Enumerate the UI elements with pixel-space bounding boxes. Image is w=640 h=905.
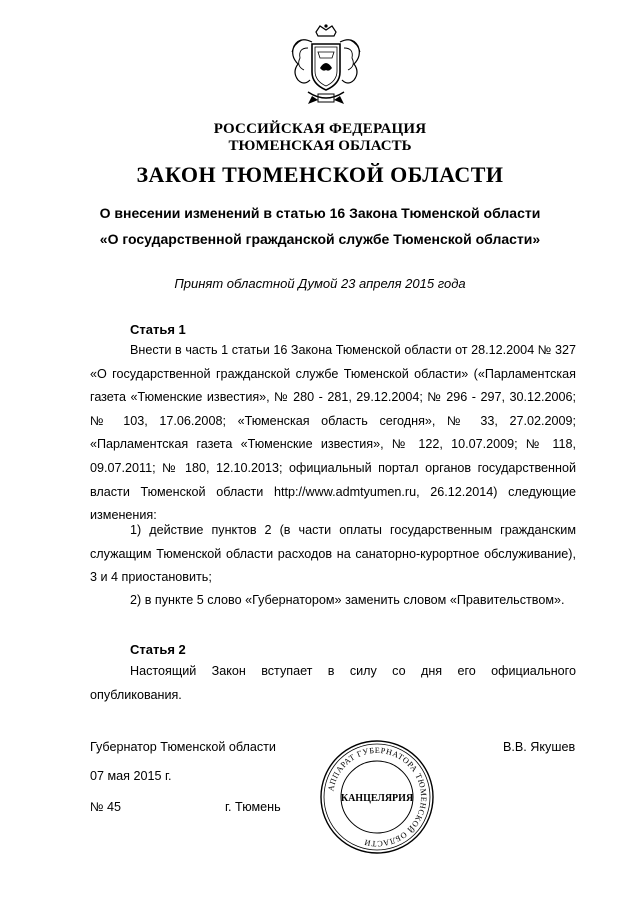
city: г. Тюмень bbox=[225, 800, 281, 814]
article2-text: Настоящий Закон вступает в силу со дня его официального опубликования. bbox=[90, 664, 576, 702]
document-title: ЗАКОН ТЮМЕНСКОЙ ОБЛАСТИ bbox=[136, 162, 504, 187]
stamp-ring-text: АППАРАТ ГУБЕРНАТОРА ТЮМЕНСКОЙ ОБЛАСТИ bbox=[326, 745, 429, 849]
signer-name: В.В. Якушев bbox=[503, 740, 576, 754]
country-heading: РОССИЙСКАЯ ФЕДЕРАЦИЯ bbox=[213, 121, 427, 137]
governor-position: Губернатор Тюменской области bbox=[90, 740, 276, 754]
article2-heading: Статья 2 bbox=[130, 642, 186, 657]
office-stamp bbox=[318, 738, 436, 856]
article1-heading: Статья 1 bbox=[130, 322, 186, 337]
article1-item1: 1) действие пунктов 2 (в части оплаты государственным гражданским служащим Тюменской области расходов на санаторно-курортное обслуживание), 3 и 4 приостановить; bbox=[90, 523, 576, 585]
document-subtitle-line1: О внесении изменений в статью 16 Закона Тюменской области bbox=[99, 205, 541, 221]
signing-date: 07 мая 2015 г. bbox=[90, 769, 172, 783]
article1-intro: Внести в часть 1 статьи 16 Закона Тюменской области от 28.12.2004 № 327 «О государственной гражданской службе Тюменской области» («Парламентская газета «Тюменские известия», № 280 - 281, 29.12.2004; № 296 - 297, 30.12.2006; № 103, 17.06.2008; «Тюменская область сегодня», № 33, 27.02.2009; «Парламентская газета «Тюменские известия», № 122, 10.07.2009; № 118, 09.07.2011; № 180, 12.10.2013; официальный портал органов государственной власти Тюменской области http://www.admtyumen.ru, 26.12.2014) следующие изменения: bbox=[90, 343, 576, 523]
document-subtitle-line2: «О государственной гражданской службе Тюменской области» bbox=[99, 231, 541, 247]
stamp-center-text: КАНЦЕЛЯРИЯ bbox=[340, 793, 414, 804]
region-heading: ТЮМЕНСКАЯ ОБЛАСТЬ bbox=[228, 138, 412, 154]
article1-item2: 2) в пункте 5 слово «Губернатором» заменить словом «Правительством». bbox=[130, 593, 565, 607]
adoption-note: Принят областной Думой 23 апреля 2015 года bbox=[174, 276, 466, 291]
law-number: № 45 bbox=[90, 800, 122, 814]
coat-of-arms-emblem bbox=[282, 22, 370, 110]
